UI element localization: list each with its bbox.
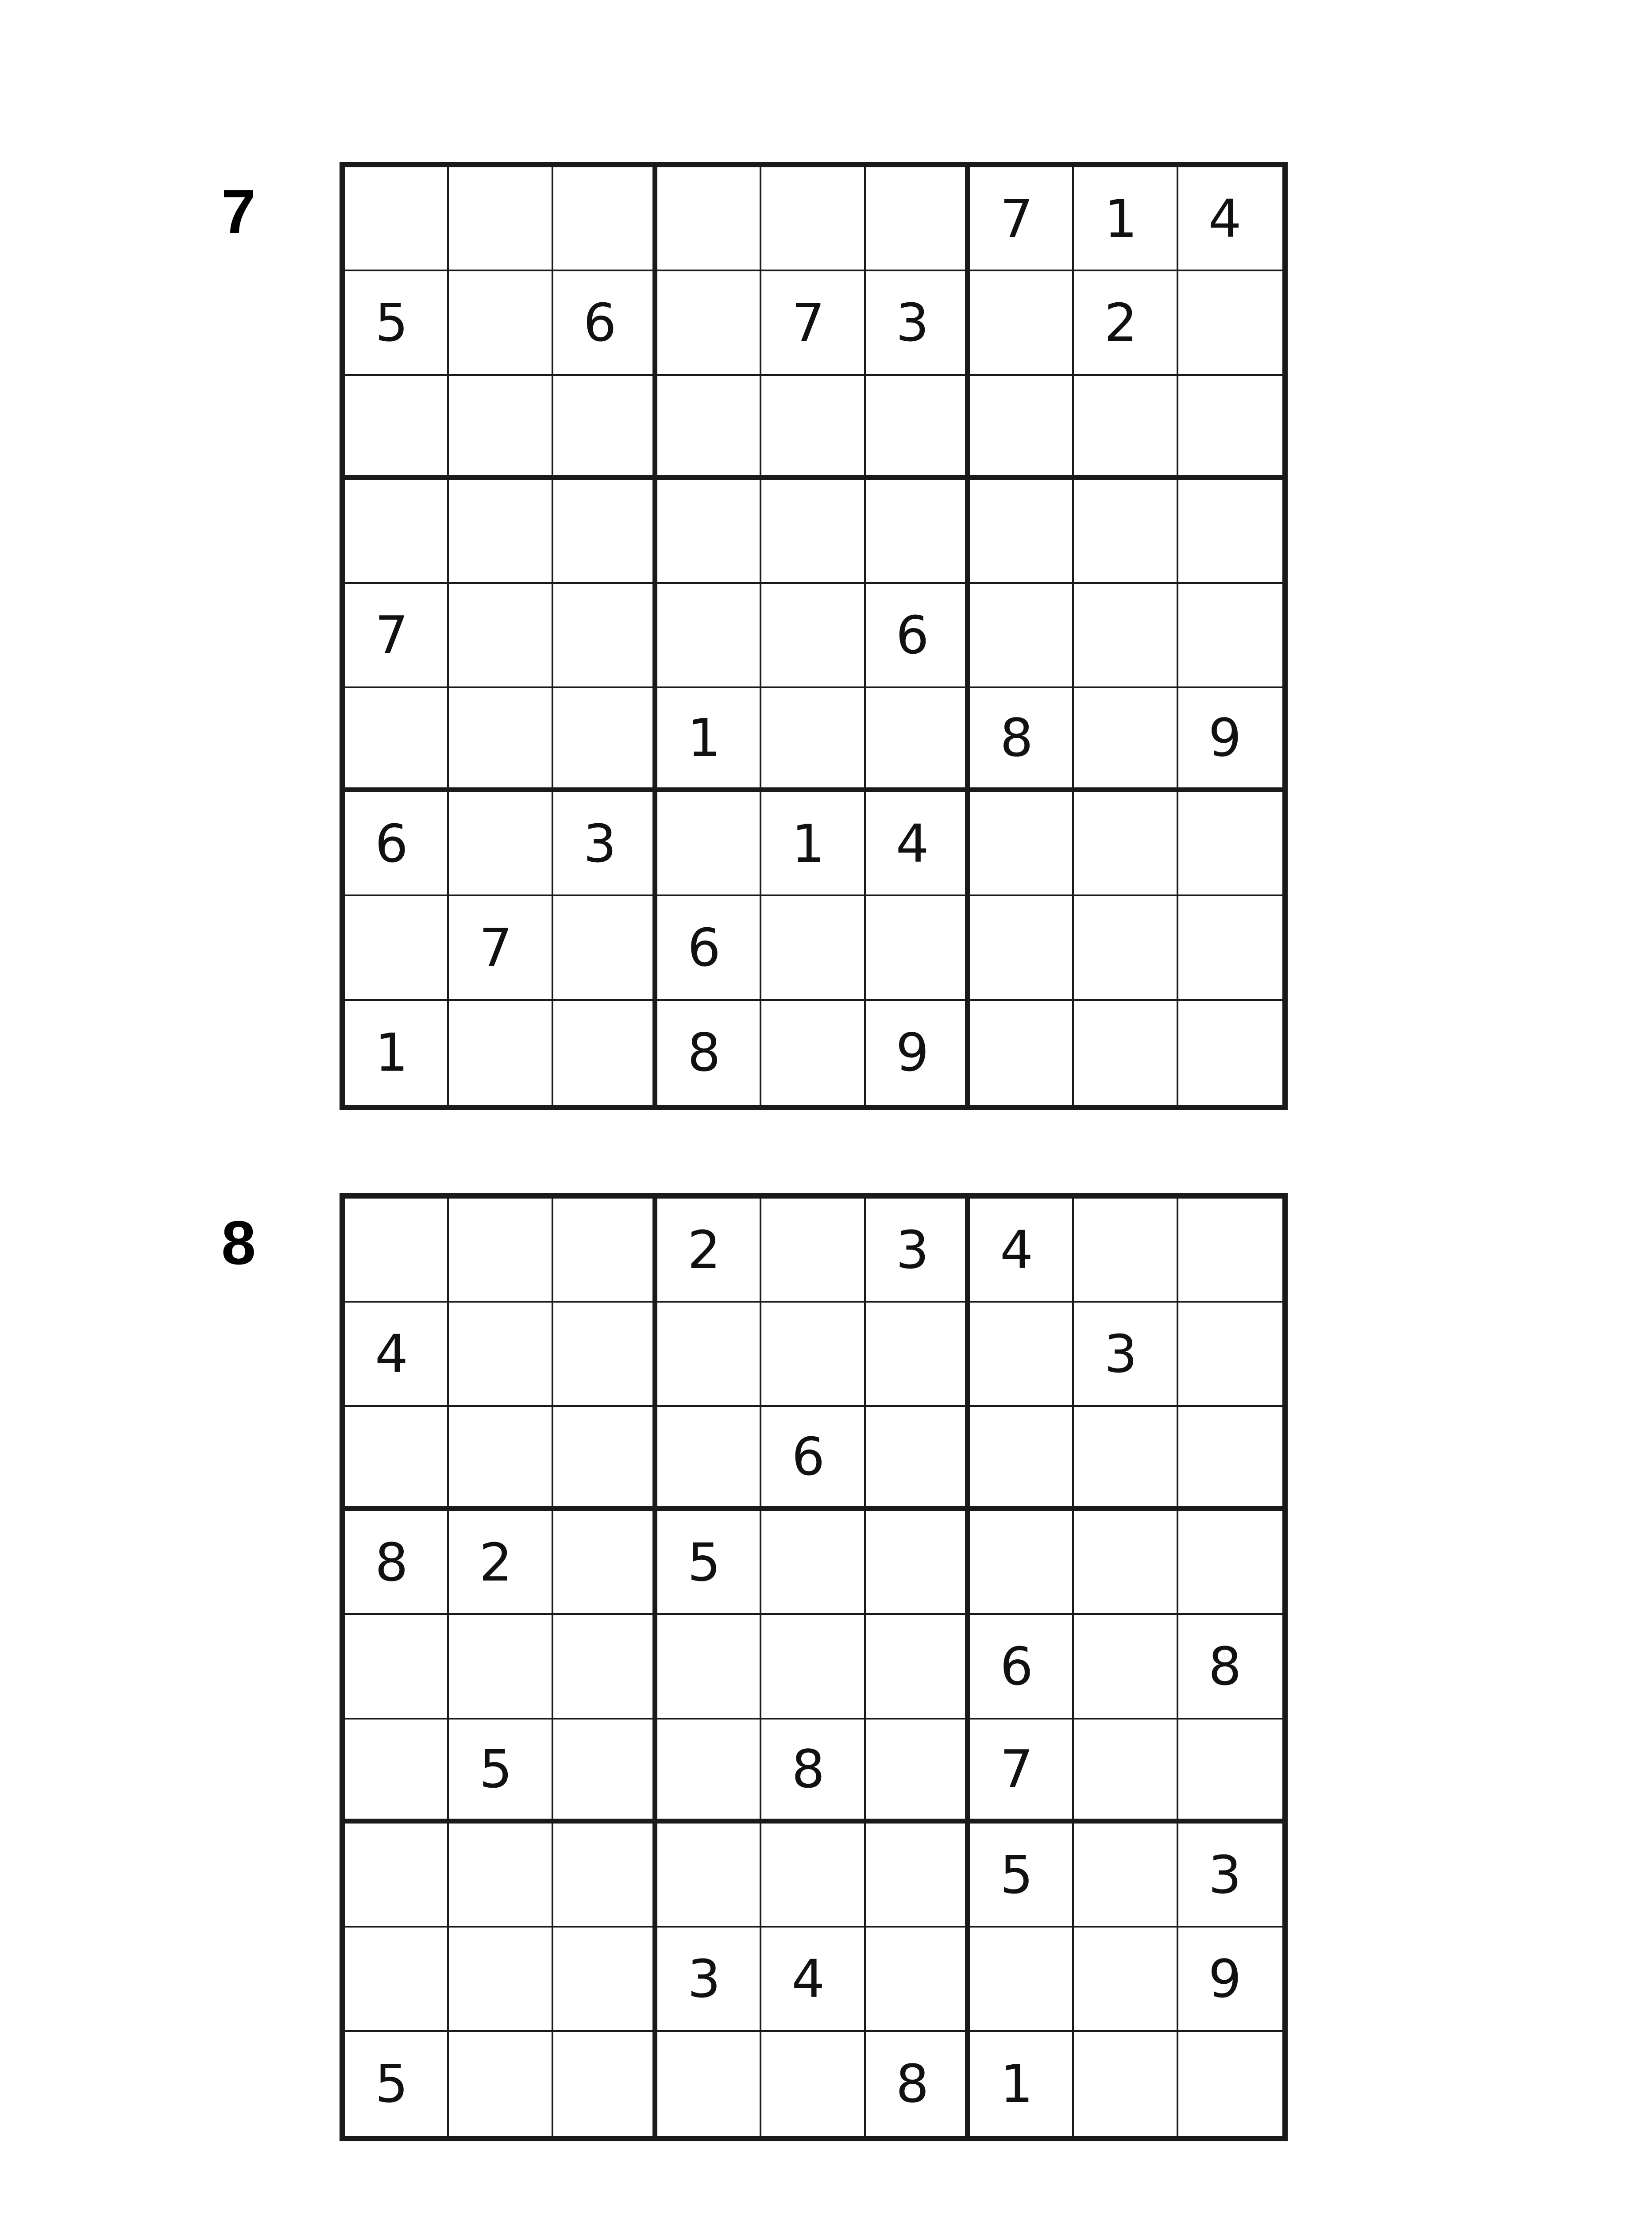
sudoku-cell[interactable] [449, 792, 553, 896]
sudoku-cell[interactable]: 3 [866, 271, 970, 375]
sudoku-cell[interactable] [1074, 896, 1178, 1000]
sudoku-cell[interactable] [553, 1407, 657, 1511]
sudoku-cell[interactable]: 4 [970, 1199, 1074, 1303]
sudoku-cell[interactable] [761, 1199, 865, 1303]
sudoku-cell[interactable] [657, 1824, 761, 1928]
sudoku-cell[interactable] [657, 1303, 761, 1407]
sudoku-cell[interactable] [761, 896, 865, 1000]
sudoku-cell[interactable] [345, 1615, 449, 1719]
sudoku-cell[interactable] [553, 1199, 657, 1303]
sudoku-cell[interactable] [553, 1615, 657, 1719]
sudoku-cell[interactable] [553, 688, 657, 792]
sudoku-cell[interactable] [345, 1928, 449, 2032]
sudoku-cell[interactable] [1178, 1407, 1282, 1511]
sudoku-cell[interactable]: 6 [761, 1407, 865, 1511]
sudoku-cell[interactable] [1178, 1199, 1282, 1303]
sudoku-cell[interactable]: 6 [345, 792, 449, 896]
sudoku-cell[interactable] [866, 1928, 970, 2032]
sudoku-cell[interactable] [1074, 480, 1178, 584]
sudoku-cell[interactable] [553, 167, 657, 271]
sudoku-cell[interactable] [449, 2032, 553, 2136]
puzzle-number-8: 8 [221, 1208, 256, 1277]
sudoku-cell[interactable] [866, 480, 970, 584]
sudoku-cell[interactable]: 7 [761, 271, 865, 375]
sudoku-cell[interactable] [449, 1303, 553, 1407]
sudoku-cell[interactable]: 3 [657, 1928, 761, 2032]
sudoku-cell[interactable] [970, 1511, 1074, 1615]
sudoku-cell[interactable] [657, 584, 761, 688]
puzzle-number-7: 7 [221, 177, 256, 246]
sudoku-cell[interactable] [1178, 271, 1282, 375]
sudoku-cell[interactable] [345, 480, 449, 584]
sudoku-cell[interactable] [553, 1824, 657, 1928]
sudoku-cell[interactable] [345, 1824, 449, 1928]
sudoku-cell[interactable]: 1 [657, 688, 761, 792]
sudoku-cell[interactable] [1074, 1511, 1178, 1615]
sudoku-cell[interactable]: 8 [866, 2032, 970, 2136]
sudoku-cell[interactable] [866, 1511, 970, 1615]
sudoku-cell[interactable] [866, 376, 970, 480]
sudoku-cell[interactable] [1074, 1824, 1178, 1928]
sudoku-cell[interactable] [866, 1824, 970, 1928]
sudoku-cell[interactable] [345, 896, 449, 1000]
sudoku-cell[interactable] [1074, 1928, 1178, 2032]
sudoku-cell[interactable] [970, 271, 1074, 375]
sudoku-cell[interactable] [970, 1001, 1074, 1105]
sudoku-cell[interactable] [1074, 1407, 1178, 1511]
sudoku-cell[interactable] [866, 167, 970, 271]
sudoku-cell[interactable] [1074, 376, 1178, 480]
sudoku-cell[interactable]: 5 [449, 1720, 553, 1824]
sudoku-grid-8 [340, 1193, 1288, 2141]
sudoku-cell[interactable] [866, 1720, 970, 1824]
sudoku-cell[interactable]: 4 [866, 792, 970, 896]
sudoku-cell[interactable] [449, 480, 553, 584]
sudoku-cell[interactable] [449, 1001, 553, 1105]
sudoku-cell[interactable]: 4 [345, 1303, 449, 1407]
sudoku-cell[interactable] [657, 1720, 761, 1824]
sudoku-cell[interactable] [1074, 2032, 1178, 2136]
sudoku-cell[interactable] [761, 167, 865, 271]
sudoku-cell[interactable]: 5 [345, 271, 449, 375]
sudoku-cell[interactable]: 1 [761, 792, 865, 896]
sudoku-cell[interactable] [970, 1303, 1074, 1407]
sudoku-cell[interactable] [1178, 1001, 1282, 1105]
sudoku-cell[interactable] [553, 896, 657, 1000]
sudoku-cell[interactable] [1178, 376, 1282, 480]
sudoku-cell[interactable] [1074, 1199, 1178, 1303]
sudoku-cell[interactable] [345, 167, 449, 271]
sudoku-cell[interactable]: 3 [553, 792, 657, 896]
sudoku-cell[interactable]: 4 [761, 1928, 865, 2032]
sudoku-cell[interactable]: 9 [866, 1001, 970, 1105]
sudoku-cell[interactable]: 7 [970, 1720, 1074, 1824]
sudoku-cell[interactable]: 6 [970, 1615, 1074, 1719]
sudoku-cell[interactable] [553, 1303, 657, 1407]
sudoku-cell[interactable] [866, 1407, 970, 1511]
sudoku-cell[interactable] [553, 584, 657, 688]
sudoku-cell[interactable] [449, 1824, 553, 1928]
sudoku-cell[interactable]: 7 [449, 896, 553, 1000]
sudoku-cell[interactable] [970, 792, 1074, 896]
sudoku-cell[interactable]: 1 [1074, 167, 1178, 271]
sudoku-cell[interactable] [1178, 792, 1282, 896]
sudoku-cell[interactable] [761, 376, 865, 480]
sudoku-cell[interactable] [1074, 584, 1178, 688]
sudoku-cell[interactable] [449, 376, 553, 480]
sudoku-cell[interactable] [345, 1407, 449, 1511]
sudoku-cell[interactable] [657, 271, 761, 375]
sudoku-cell[interactable] [553, 1928, 657, 2032]
sudoku-cell[interactable] [970, 1928, 1074, 2032]
sudoku-cell[interactable] [761, 1824, 865, 1928]
sudoku-cell[interactable] [970, 584, 1074, 688]
sudoku-cell[interactable] [657, 2032, 761, 2136]
sudoku-cell[interactable] [449, 1199, 553, 1303]
sudoku-cell[interactable]: 3 [1074, 1303, 1178, 1407]
sudoku-cell[interactable]: 7 [970, 167, 1074, 271]
sudoku-cell[interactable] [970, 480, 1074, 584]
sudoku-cell[interactable] [970, 376, 1074, 480]
sudoku-cell[interactable]: 9 [1178, 688, 1282, 792]
sudoku-cell[interactable] [449, 167, 553, 271]
sudoku-cell[interactable]: 5 [345, 2032, 449, 2136]
sudoku-cell[interactable] [449, 688, 553, 792]
sudoku-cell[interactable]: 2 [1074, 271, 1178, 375]
sudoku-cell[interactable] [1178, 1720, 1282, 1824]
sudoku-cell[interactable] [449, 1928, 553, 2032]
sudoku-cell[interactable] [970, 1407, 1074, 1511]
sudoku-cell[interactable] [761, 1001, 865, 1105]
sudoku-cell[interactable] [761, 688, 865, 792]
sudoku-cell[interactable]: 3 [1178, 1824, 1282, 1928]
sudoku-grid-7 [340, 162, 1288, 1110]
sudoku-cell[interactable] [657, 792, 761, 896]
sudoku-cell[interactable] [1074, 1720, 1178, 1824]
sudoku-cell[interactable]: 6 [657, 896, 761, 1000]
sudoku-cell[interactable] [1178, 1303, 1282, 1407]
sudoku-cell[interactable] [1178, 480, 1282, 584]
sudoku-cell[interactable]: 8 [761, 1720, 865, 1824]
sudoku-cell[interactable] [449, 584, 553, 688]
sudoku-cell[interactable] [1074, 1001, 1178, 1105]
sudoku-cell[interactable]: 1 [970, 2032, 1074, 2136]
sudoku-cell[interactable] [761, 2032, 865, 2136]
sudoku-cell[interactable]: 8 [970, 688, 1074, 792]
sudoku-cell[interactable] [657, 167, 761, 271]
sudoku-cell[interactable] [1178, 584, 1282, 688]
sudoku-cell[interactable]: 6 [866, 584, 970, 688]
sudoku-cell[interactable] [553, 480, 657, 584]
sudoku-cell[interactable]: 2 [657, 1199, 761, 1303]
sudoku-cell[interactable]: 5 [657, 1511, 761, 1615]
sudoku-cell[interactable] [657, 1407, 761, 1511]
sudoku-cell[interactable]: 2 [449, 1511, 553, 1615]
sudoku-cell[interactable] [970, 896, 1074, 1000]
sudoku-cell[interactable] [1074, 792, 1178, 896]
sudoku-cell[interactable] [657, 376, 761, 480]
sudoku-cell[interactable]: 4 [1178, 167, 1282, 271]
sudoku-cell[interactable] [761, 1511, 865, 1615]
sudoku-cell[interactable] [345, 1199, 449, 1303]
sudoku-cell[interactable] [761, 480, 865, 584]
sudoku-cell[interactable] [761, 1303, 865, 1407]
sudoku-cell[interactable] [866, 896, 970, 1000]
sudoku-cell[interactable] [553, 376, 657, 480]
sudoku-cell[interactable] [449, 1615, 553, 1719]
sudoku-cell[interactable] [449, 1407, 553, 1511]
sudoku-cell[interactable] [866, 1303, 970, 1407]
sudoku-cell[interactable]: 9 [1178, 1928, 1282, 2032]
sudoku-cell[interactable] [657, 480, 761, 584]
sudoku-cell[interactable] [761, 1615, 865, 1719]
sudoku-cell[interactable]: 1 [345, 1001, 449, 1105]
sudoku-cell[interactable]: 8 [1178, 1615, 1282, 1719]
sudoku-cell[interactable] [866, 1615, 970, 1719]
sudoku-cell[interactable] [345, 1720, 449, 1824]
sudoku-cell[interactable] [553, 1001, 657, 1105]
sudoku-cell[interactable] [1074, 688, 1178, 792]
sudoku-cell[interactable] [345, 376, 449, 480]
sudoku-cell[interactable]: 3 [866, 1199, 970, 1303]
sudoku-cell[interactable] [345, 688, 449, 792]
sudoku-cell[interactable] [866, 688, 970, 792]
sudoku-cell[interactable] [1178, 2032, 1282, 2136]
sudoku-cell[interactable]: 5 [970, 1824, 1074, 1928]
sudoku-cell[interactable] [553, 2032, 657, 2136]
sudoku-cell[interactable]: 8 [657, 1001, 761, 1105]
sudoku-cell[interactable] [657, 1615, 761, 1719]
sudoku-cell[interactable] [761, 584, 865, 688]
sudoku-cell[interactable] [449, 271, 553, 375]
sudoku-cell[interactable] [1178, 896, 1282, 1000]
sudoku-cell[interactable] [1178, 1511, 1282, 1615]
sudoku-cell[interactable]: 6 [553, 271, 657, 375]
sudoku-cell[interactable]: 7 [345, 584, 449, 688]
sudoku-cell[interactable] [553, 1720, 657, 1824]
sudoku-cell[interactable]: 8 [345, 1511, 449, 1615]
sudoku-cell[interactable] [1074, 1615, 1178, 1719]
sudoku-cell[interactable] [553, 1511, 657, 1615]
